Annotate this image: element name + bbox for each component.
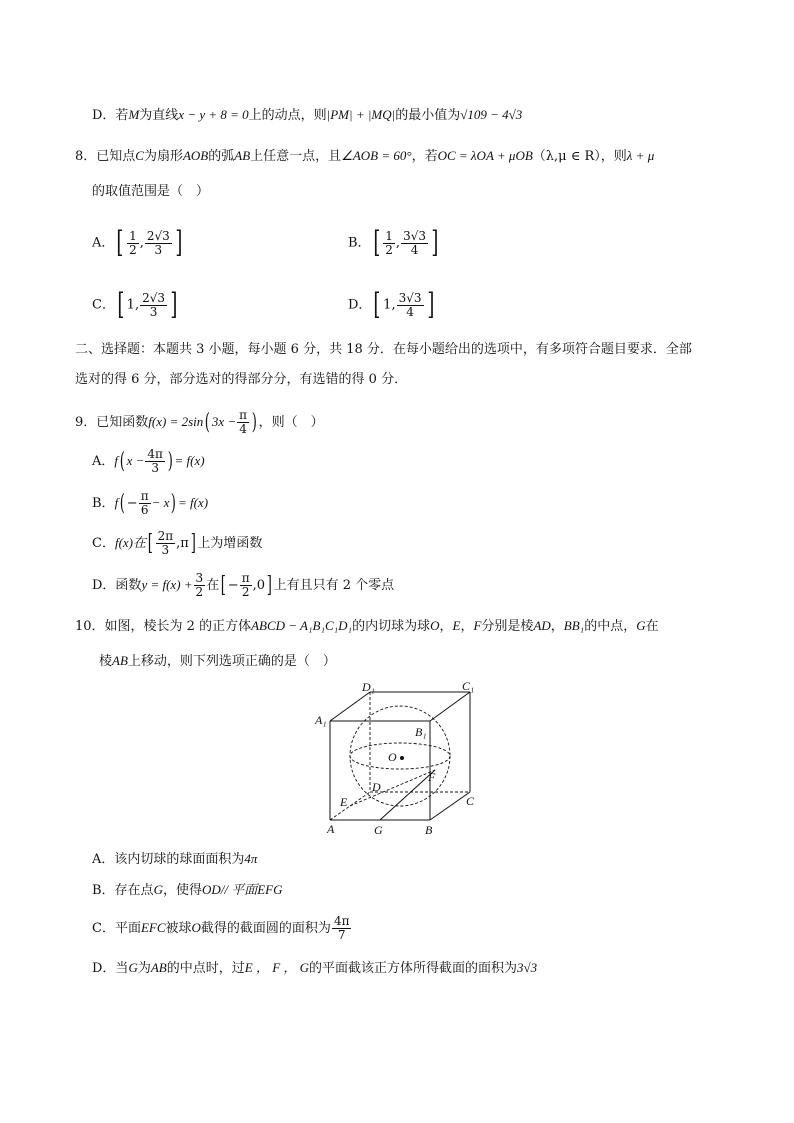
q9b-n: π xyxy=(140,489,149,503)
q10c-mid: 被球 xyxy=(165,921,192,936)
q8-option-c: C．[ 1, $\frac{2√3}{3}$ ] xyxy=(92,287,178,322)
q8c-sep: , xyxy=(134,297,140,313)
q10d-g: G xyxy=(128,960,138,975)
q8b-left-d: 2 xyxy=(385,242,393,257)
q8d-right-n: 3√3 xyxy=(398,290,422,305)
q9d-at: 在 xyxy=(206,578,220,593)
q9-option-c: C．f(x)在[ $\frac{2\pi}{3}$ ,π] 上为增函数 xyxy=(92,529,263,557)
q8a-left-d: 2 xyxy=(129,242,137,257)
label-d1: D₁ xyxy=(362,680,375,694)
q7d-answer: √109 − 4√3 xyxy=(460,107,523,122)
q9b-post: = f(x) xyxy=(177,495,209,510)
q10-l2a: 棱 xyxy=(99,654,113,669)
q10-option-c xyxy=(92,913,352,944)
q10c-mid2: 截得的截面圆的面积为 xyxy=(200,921,331,936)
q10b-label: B．存在点 xyxy=(92,883,154,898)
q8b-right-d: 4 xyxy=(410,242,419,257)
q8b-sep: , xyxy=(395,235,401,251)
sphere-equator xyxy=(350,743,450,769)
q9c-label: C． xyxy=(92,536,115,551)
label-a1: A₁ xyxy=(315,713,327,727)
q10b-mid: ，使得 xyxy=(162,883,202,898)
q10b-rel: OD// 平面 xyxy=(201,882,258,897)
q9-inner: 3x − xyxy=(211,414,237,429)
q8-t4: ，若 xyxy=(411,149,438,164)
q10-l2b: 上移动，则下列选项正确的是（ ） xyxy=(127,654,336,669)
q8a-right-n: 2√3 xyxy=(146,228,170,243)
q8a-label: A． xyxy=(92,235,115,251)
q9-option-b: B．f( − $\frac{\pi}{6}$ − x) = f(x) xyxy=(92,489,209,517)
q9a-label: A． xyxy=(92,454,115,469)
edge-B1C1 xyxy=(430,692,470,721)
q9-option-d: D．函数y = f(x) + $\frac{3}{2}$ 在[ − $\frac{\pi}{2}$ ,0] 上有且只有 2 个零点 xyxy=(92,571,395,599)
q10b-plane: EFG xyxy=(257,882,283,897)
q8-t1: 为扇形 xyxy=(143,149,183,164)
q8a-sep: , xyxy=(139,235,144,251)
q10d-label: D．当 xyxy=(92,961,129,976)
q10-f: F xyxy=(473,618,482,633)
q8d-label: D． xyxy=(348,297,372,313)
q8-t5: ，则 xyxy=(600,149,627,164)
q9a-n: 4π xyxy=(147,447,163,461)
q10-option-b xyxy=(92,880,283,901)
segment-GF xyxy=(380,770,435,820)
center-point-o xyxy=(400,756,404,760)
q10-bb1: BB₁ xyxy=(563,618,585,633)
q10c-label: C．平面 xyxy=(92,921,141,936)
q10a-val: 4π xyxy=(244,851,258,866)
q8-cond: （λ,μ ∈ R） xyxy=(532,149,601,164)
q9d-d: 2 xyxy=(195,585,204,599)
q9d-n2: π xyxy=(241,571,250,585)
q8-vector-eq: OC = λOA + μOB xyxy=(437,148,533,163)
q8d-right-d: 4 xyxy=(406,304,414,319)
q9d-pre: y = f(x) + xyxy=(141,577,193,592)
q8-angle: ∠AOB = 60° xyxy=(341,148,412,163)
q10c-n: 4π xyxy=(333,914,350,928)
q10-cube: ABCD − A₁B₁C₁D₁ xyxy=(251,618,353,633)
label-g: G xyxy=(374,823,383,837)
label-b1: B₁ xyxy=(415,725,427,739)
q9a-in1: x − xyxy=(126,453,145,468)
q10-l1b: 的内切球为球 xyxy=(352,619,431,634)
q9c-pre: f(x)在 xyxy=(114,535,146,550)
q7d-label: D．若 xyxy=(92,108,129,123)
cube-figure xyxy=(310,678,490,840)
q10d-pts: E ， F ， G xyxy=(244,960,310,975)
q9-func: f(x) = 2sin xyxy=(148,414,204,429)
q7-option-d xyxy=(92,105,522,126)
q7d-mid2: 上的动点，则 xyxy=(248,108,327,123)
q10-option-a xyxy=(92,849,257,870)
q9-stem: 9．已知函数f(x) = 2sin( 3x − $\frac{\pi}{4}$ ) ，则（ ） xyxy=(75,408,324,436)
q10d-val: 3√3 xyxy=(517,960,538,975)
q9b-pre: f xyxy=(114,495,119,510)
q10-ab: AB xyxy=(112,653,128,668)
section2-line2: 选对的得 6 分，部分选对的得部分分，有选错的得 0 分． xyxy=(75,372,408,387)
q9c-mid: ,π xyxy=(176,536,189,551)
q8-stem-line2: 的取值范围是（ ） xyxy=(92,184,210,199)
q8b-label: B． xyxy=(348,235,371,251)
q9c-post: 上为增函数 xyxy=(197,536,263,551)
q9d-mid: ,0 xyxy=(252,578,265,593)
q10-l1f: 的中点， xyxy=(584,619,637,634)
q9c-n: 2π xyxy=(157,529,174,543)
q8-aob: AOB xyxy=(182,148,209,163)
q9d-in1: − xyxy=(227,578,239,593)
q8c-right-n: 2√3 xyxy=(142,290,166,305)
q9-pi-n: π xyxy=(239,408,248,422)
label-b: B xyxy=(425,823,433,837)
q8c-left: 1 xyxy=(126,297,135,313)
q10-e: E xyxy=(452,618,461,633)
q10-stem xyxy=(75,616,659,637)
q10-g: G xyxy=(636,618,646,633)
q9d-n: 3 xyxy=(195,571,204,585)
q9b-in1: − xyxy=(126,496,138,511)
q9a-d: 3 xyxy=(151,461,159,475)
q8c-right-d: 3 xyxy=(149,304,158,319)
q8-stem xyxy=(75,146,654,167)
q9b-label: B． xyxy=(92,496,115,511)
q8-ab: AB xyxy=(234,148,251,163)
q9-pi-d: 4 xyxy=(239,422,247,436)
q9-option-a: A．f( x − $\frac{4\pi}{3}$ ) = f(x) xyxy=(92,447,205,475)
q10d-ab: AB xyxy=(150,960,167,975)
q10b-g: G xyxy=(153,882,163,897)
label-c: C xyxy=(466,794,475,808)
q10-ad: AD xyxy=(533,618,551,633)
q7d-m: M xyxy=(128,107,140,122)
label-a: A xyxy=(327,822,335,836)
q10d-mid3: 的平面截该正方体所得截面的面积为 xyxy=(309,961,518,976)
q10-l1d: 分别是棱 xyxy=(481,619,534,634)
q9a-post: = f(x) xyxy=(174,453,205,468)
q8b-left-n: 1 xyxy=(385,228,393,243)
q9c-d: 3 xyxy=(161,543,170,557)
q10-l1c: ， xyxy=(439,619,453,634)
q7d-expr: |PM| + |MQ| xyxy=(326,107,396,122)
q10c-d: 7 xyxy=(337,928,346,942)
q8d-sep: , xyxy=(391,297,396,313)
q8a-right-d: 3 xyxy=(154,242,163,257)
q10-stem-line2 xyxy=(99,651,336,672)
q9d-post: 上有且只有 2 个零点 xyxy=(273,578,395,593)
q10-l1a: 10．如图，棱长为 2 的正方体 xyxy=(75,619,252,634)
q9d-d2: 2 xyxy=(241,585,250,599)
q8-sum: λ + μ xyxy=(626,148,655,163)
q7d-tail: 的最小值为 xyxy=(395,108,461,123)
label-e: E xyxy=(340,795,348,809)
q8-t2: 的弧 xyxy=(208,149,235,164)
q8d-left: 1 xyxy=(383,297,392,313)
q8-option-d: D．[ 1, $\frac{3√3}{4}$ ] xyxy=(348,287,434,322)
q10-l1e: ， xyxy=(550,619,564,634)
q9-stem-text: 9．已知函数 xyxy=(75,415,149,430)
q7d-mid: 为直线 xyxy=(139,108,179,123)
q9b-d: 6 xyxy=(140,503,149,517)
q9d-label: D．函数 xyxy=(92,578,142,593)
q9b-in2: − x xyxy=(151,495,170,510)
q8c-label: C． xyxy=(92,297,115,313)
label-c1: C₁ xyxy=(462,679,475,693)
q8-t3: 上任意一点，且 xyxy=(250,149,342,164)
q10-option-d xyxy=(92,958,537,979)
q8a-left-n: 1 xyxy=(129,228,137,243)
q8-num: 8．已知点 xyxy=(75,149,136,164)
q10-o: O xyxy=(430,618,440,633)
label-f: F xyxy=(428,770,436,784)
q9a-pre: f xyxy=(114,453,119,468)
q8b-right-n: 3√3 xyxy=(403,228,426,243)
edge-BC xyxy=(430,792,470,820)
q8-option-b: B．[ $\frac{1}{2}$ , $\frac{3√3}{4}$ ] xyxy=(348,225,439,260)
section2-line1: 二、选择题：本题共 3 小题，每小题 6 分，共 18 分．在每小题给出的选项中，有多项符合题目要求．全部 xyxy=(75,342,692,357)
q10c-o: O xyxy=(191,920,201,935)
q10c-plane: EFC xyxy=(140,920,166,935)
q7d-eq: x − y + 8 = 0 xyxy=(178,107,249,122)
q8-option-a: A．[ $\frac{1}{2}$ , $\frac{2√3}{3}$ ] xyxy=(92,225,183,260)
q10-sep: ， xyxy=(460,619,474,634)
label-o: O xyxy=(388,750,397,764)
q10a-label: A．该内切球的球面面积为 xyxy=(92,852,245,867)
label-d: D xyxy=(372,780,381,794)
edge-A1D1 xyxy=(330,692,370,721)
q10d-mid: 为 xyxy=(137,961,151,976)
q9-tail: ，则（ ） xyxy=(258,415,324,430)
q10-l1g: 在 xyxy=(645,619,659,634)
q8-c: C xyxy=(135,148,144,163)
q10d-mid2: 的中点时，过 xyxy=(166,961,245,976)
